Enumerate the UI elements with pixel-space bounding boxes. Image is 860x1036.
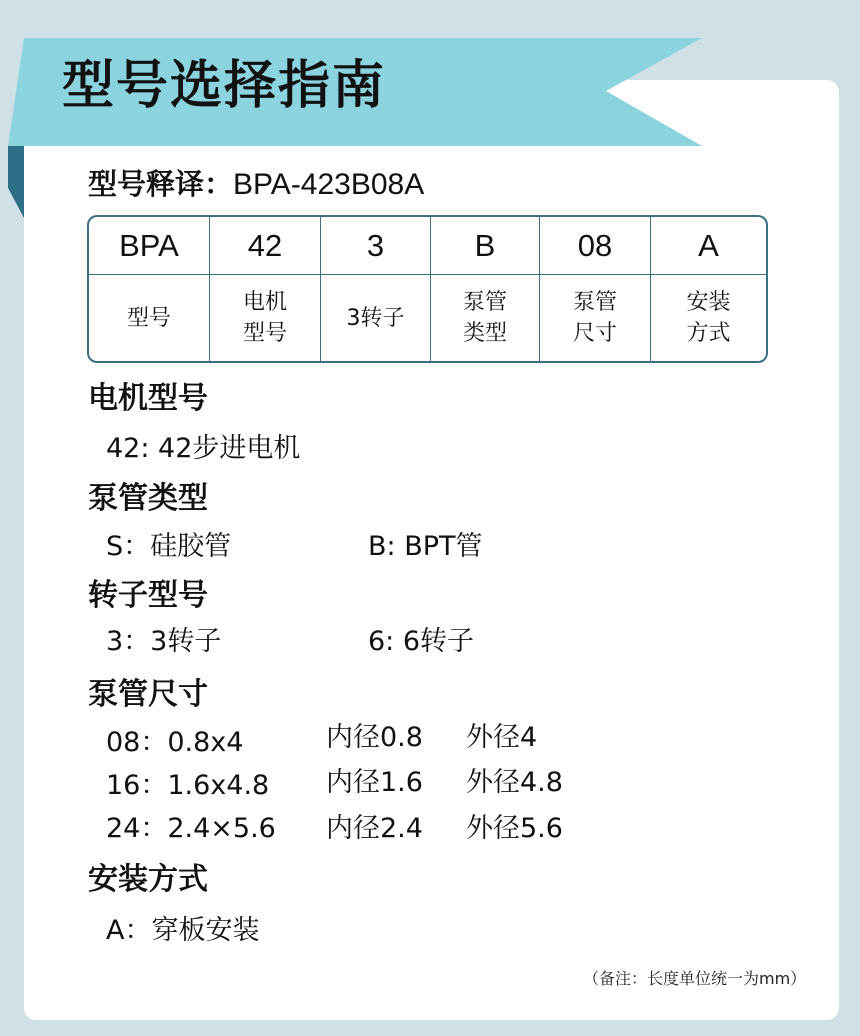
code-cell: A — [650, 217, 766, 275]
code-cell: B — [430, 217, 539, 275]
size-inner: 内径1.6 — [326, 767, 423, 798]
desc-text: 电机型号 — [242, 290, 287, 346]
desc-cell — [430, 275, 539, 361]
rotor-heading: 转子型号 — [88, 578, 208, 613]
tube-type-heading: 泵管类型 — [88, 481, 208, 516]
size-code: 24：2.4×5.6 — [106, 813, 276, 844]
model-interpretation — [88, 162, 424, 203]
motor-heading: 电机型号 — [88, 381, 208, 416]
tube-type-s: S：硅胶管 — [106, 531, 232, 562]
size-code: 16：1.6x4.8 — [106, 770, 270, 801]
desc-text: 3转子 — [346, 305, 405, 331]
model-breakdown-table — [87, 215, 768, 363]
size-inner: 内径2.4 — [326, 813, 423, 844]
desc-text: 安装方式 — [686, 290, 731, 346]
desc-text: 泵管类型 — [462, 290, 507, 346]
desc-text: 泵管尺寸 — [572, 290, 617, 346]
interpret-label: 型号释译： — [88, 167, 234, 201]
desc-cell — [320, 275, 430, 361]
footnote: （备注：长度单位统一为mm） — [583, 969, 807, 988]
code-cell: 08 — [539, 217, 650, 275]
desc-cell — [89, 275, 209, 361]
size-outer: 外径4.8 — [466, 767, 563, 798]
page-title: 型号选择指南 — [62, 56, 387, 116]
mount-heading: 安装方式 — [88, 862, 208, 897]
size-code: 08：0.8x4 — [106, 727, 244, 758]
motor-line: 42: 42步进电机 — [106, 433, 301, 464]
size-outer: 外径4 — [466, 722, 538, 753]
tube-type-b: B: BPT管 — [368, 531, 483, 562]
code-cell: 3 — [320, 217, 430, 275]
desc-cell — [539, 275, 650, 361]
tube-size-heading: 泵管尺寸 — [88, 677, 208, 712]
size-outer: 外径5.6 — [466, 813, 563, 844]
code-cell: 42 — [209, 217, 320, 275]
desc-cell — [650, 275, 766, 361]
size-inner: 内径0.8 — [326, 722, 423, 753]
mount-line: A：穿板安装 — [106, 915, 260, 946]
desc-text: 型号 — [126, 305, 171, 331]
rotor-3: 3：3转子 — [106, 626, 222, 657]
rotor-6: 6: 6转子 — [368, 626, 475, 657]
code-cell: BPA — [89, 217, 209, 275]
desc-cell — [209, 275, 320, 361]
model-code: BPA-423B08A — [233, 168, 425, 201]
